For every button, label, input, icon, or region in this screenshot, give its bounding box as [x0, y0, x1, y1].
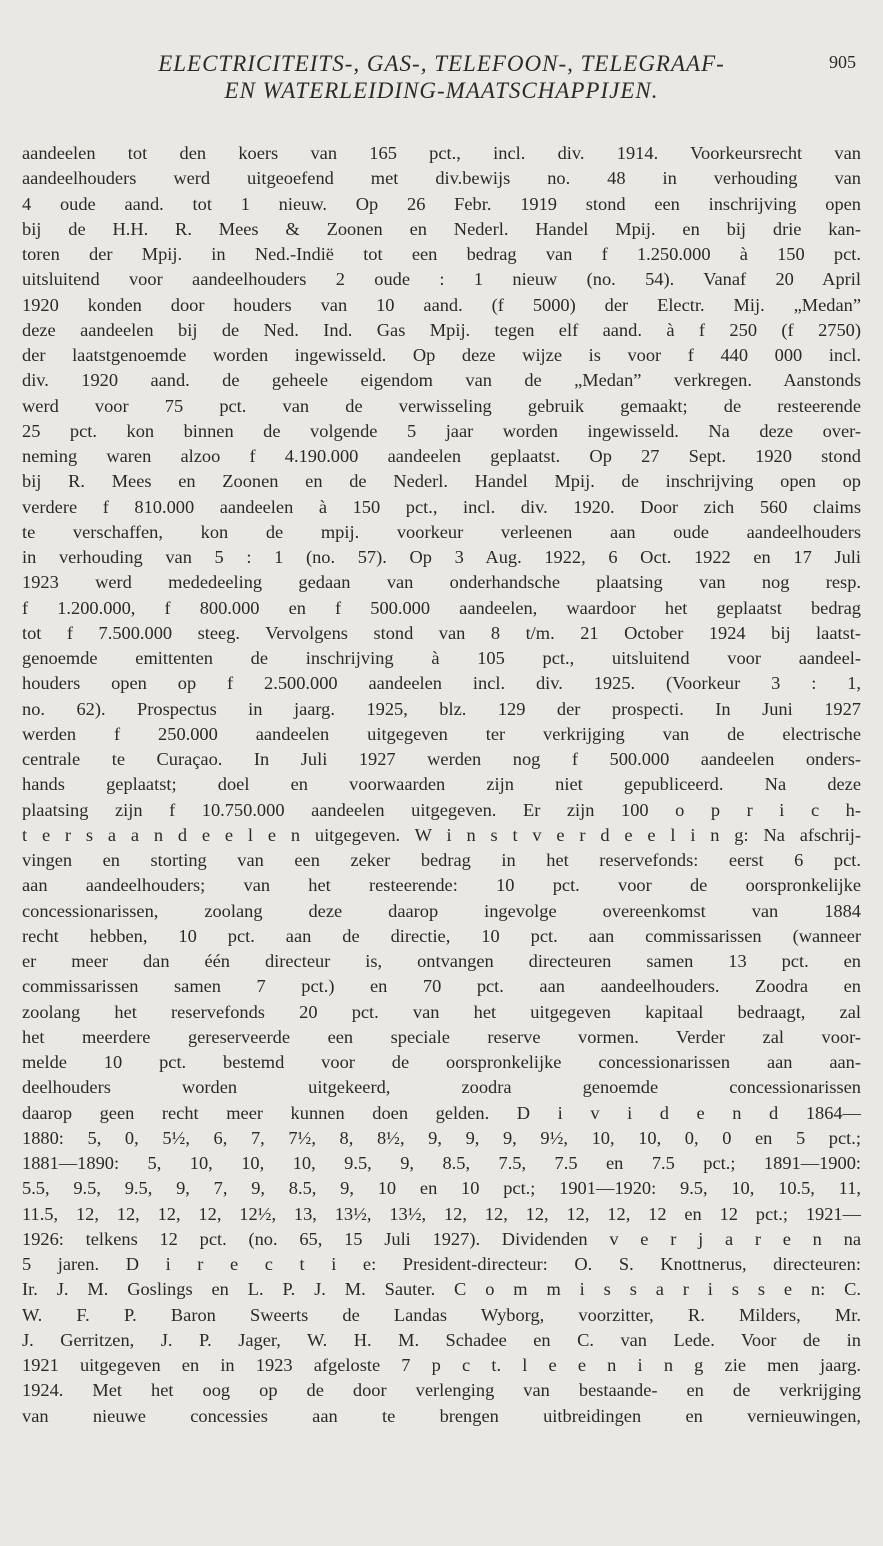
text-line: toren der Mpij. in Ned.-Indië tot een bedrag van f 1.250.000 à 150 pct. [22, 244, 861, 264]
text-line: 1880: 5, 0, 5½, 6, 7, 7½, 8, 8½, 9, 9, 9, 9½, 10, 10, 0, 0 en 5 pct.; [22, 1127, 861, 1148]
text-line: melde 10 pct. bestemd voor de oorspronkelijke concessionarissen aan aan- [22, 1052, 861, 1072]
text-line: houders open op f 2.500.000 aandeelen incl. div. 1925. (Voorkeur 3 : 1, [22, 673, 861, 694]
text-line: aandeelen tot den koers van 165 pct., incl. div. 1914. Voorkeursrecht van [22, 143, 861, 163]
text-line: het meerdere gereserveerde een speciale reserve vormen. Verder zal voor- [22, 1026, 861, 1047]
text-line: 1881—1890: 5, 10, 10, 10, 9.5, 9, 8.5, 7.5, 7.5 en 7.5 pct.; 1891—1900: [22, 1153, 861, 1173]
text-line: centrale te Curaçao. In Juli 1927 werden nog f 500.000 aandeelen onders- [22, 749, 861, 769]
header-line-2: EN WATERLEIDING-MAATSCHAPPIJEN. [224, 78, 659, 103]
text-line: no. 62). Prospectus in jaarg. 1925, blz. 129 der prospecti. In Juni 1927 [22, 698, 861, 719]
text-line: 1920 konden door houders van 10 aand. (f 5000) der Electr. Mij. „Medan” [22, 294, 861, 315]
text-line: genoemde emittenten de inschrijving à 105 pct., uitsluitend voor aandeel- [22, 648, 861, 668]
text-line: f 1.200.000, f 800.000 en f 500.000 aandeelen, waardoor het geplaatst bedrag [22, 597, 861, 618]
text-line: Ir. J. M. Goslings en L. P. J. M. Sauter. C o m m i s s a r i s s e n: C. [22, 1279, 861, 1300]
running-header [0, 50, 883, 104]
text-line: aandeelhouders werd uitgeoefend met div.bewijs no. 48 in verhouding van [22, 168, 861, 189]
text-line: werden f 250.000 aandeelen uitgegeven ter verkrijging van de electrische [22, 723, 861, 744]
text-line: 1924. Met het oog op de door verlenging van bestaande- en de verkrijging [22, 1380, 861, 1401]
text-line: zoolang het reservefonds 20 pct. van het uitgegeven kapitaal bedraagt, zal [22, 1001, 861, 1022]
text-line: deze aandeelen bij de Ned. Ind. Gas Mpij. tegen elf aand. à f 250 (f 2750) [22, 319, 861, 340]
text-line: daarop geen recht meer kunnen doen gelden. D i v i d e n d 1864— [22, 1102, 861, 1123]
text-line: werd voor 75 pct. van de verwisseling gebruik gemaakt; de resteerende [22, 395, 861, 416]
text-line: plaatsing zijn f 10.750.000 aandeelen uitgegeven. Er zijn 100 o p r i c h- [22, 799, 861, 820]
text-line: div. 1920 aand. de geheele eigendom van de „Medan” verkregen. Aanstonds [22, 370, 861, 391]
text-line: W. F. P. Baron Sweerts de Landas Wyborg, voorzitter, R. Milders, Mr. [22, 1304, 861, 1325]
text-line: verdere f 810.000 aandeelen à 150 pct., incl. div. 1920. Door zich 560 claims [22, 496, 861, 517]
text-line: 5.5, 9.5, 9.5, 9, 7, 9, 8.5, 9, 10 en 10 pct.; 1901—1920: 9.5, 10, 10.5, 11, [22, 1178, 861, 1199]
text-line: 5 jaren. D i r e c t i e: President-directeur: O. S. Knottnerus, directeuren: [22, 1254, 861, 1274]
header-line-1: ELECTRICITEITS-, GAS-, TELEFOON-, TELEGRAAF- [158, 51, 725, 76]
text-line: in verhouding van 5 : 1 (no. 57). Op 3 Aug. 1922, 6 Oct. 1922 en 17 Juli [22, 547, 861, 567]
text-line: bij de H.H. R. Mees & Zoonen en Nederl. Handel Mpij. en bij drie kan- [22, 218, 861, 239]
text-line: deelhouders worden uitgekeerd, zoodra genoemde concessionarissen [22, 1077, 861, 1098]
text-line: t e r s a a n d e e l e n uitgegeven. W i n s t v e r d e e l i n g: Na afschrij- [22, 824, 861, 845]
text-line: recht hebben, 10 pct. aan de directie, 10 pct. aan commissarissen (wanneer [22, 925, 861, 946]
text-line: 1923 werd mededeeling gedaan van onderhandsche plaatsing van nog resp. [22, 572, 861, 593]
text-line: bij R. Mees en Zoonen en de Nederl. Handel Mpij. de inschrijving open op [22, 471, 861, 492]
text-line: 25 pct. kon binnen de volgende 5 jaar worden ingewisseld. Na deze over- [22, 420, 861, 441]
text-line: neming waren alzoo f 4.190.000 aandeelen geplaatst. Op 27 Sept. 1920 stond [22, 446, 861, 466]
text-line: hands geplaatst; doel en voorwaarden zijn niet gepubliceerd. Na deze [22, 774, 861, 795]
page-number: 905 [829, 52, 856, 72]
text-line: te verschaffen, kon de mpij. voorkeur verleenen aan oude aandeelhouders [22, 521, 861, 542]
text-line: uitsluitend voor aandeelhouders 2 oude : 1 nieuw (no. 54). Vanaf 20 April [22, 269, 861, 290]
text-line: commissarissen samen 7 pct.) en 70 pct. aan aandeelhouders. Zoodra en [22, 976, 861, 997]
text-line: vingen en storting van een zeker bedrag in het reservefonds: eerst 6 pct. [22, 850, 861, 870]
text-line: J. Gerritzen, J. P. Jager, W. H. M. Schadee en C. van Lede. Voor de in [22, 1329, 861, 1350]
text-line: 4 oude aand. tot 1 nieuw. Op 26 Febr. 1919 stond een inschrijving open [22, 193, 861, 214]
text-line: 1926: telkens 12 pct. (no. 65, 15 Juli 1927). Dividenden v e r j a r e n na [22, 1228, 861, 1249]
text-line: 1921 uitgegeven en in 1923 afgeloste 7 p c t. l e e n i n g zie men jaarg. [22, 1355, 861, 1375]
text-line: der laatstgenoemde worden ingewisseld. Op deze wijze is voor f 440 000 incl. [22, 345, 861, 365]
text-line: van nieuwe concessies aan te brengen uitbreidingen en vernieuwingen, [22, 1405, 861, 1426]
text-line: er meer dan één directeur is, ontvangen directeuren samen 13 pct. en [22, 951, 861, 971]
text-line: 11.5, 12, 12, 12, 12, 12½, 13, 13½, 13½, 12, 12, 12, 12, 12, 12 en 12 pct.; 1921— [22, 1203, 861, 1224]
text-line: concessionarissen, zoolang deze daarop ingevolge overeenkomst van 1884 [22, 900, 861, 921]
body-text [22, 141, 861, 1429]
text-line: aan aandeelhouders; van het resteerende: 10 pct. voor de oorspronkelijke [22, 875, 861, 896]
text-line: tot f 7.500.000 steeg. Vervolgens stond van 8 t/m. 21 October 1924 bij laatst- [22, 622, 861, 643]
